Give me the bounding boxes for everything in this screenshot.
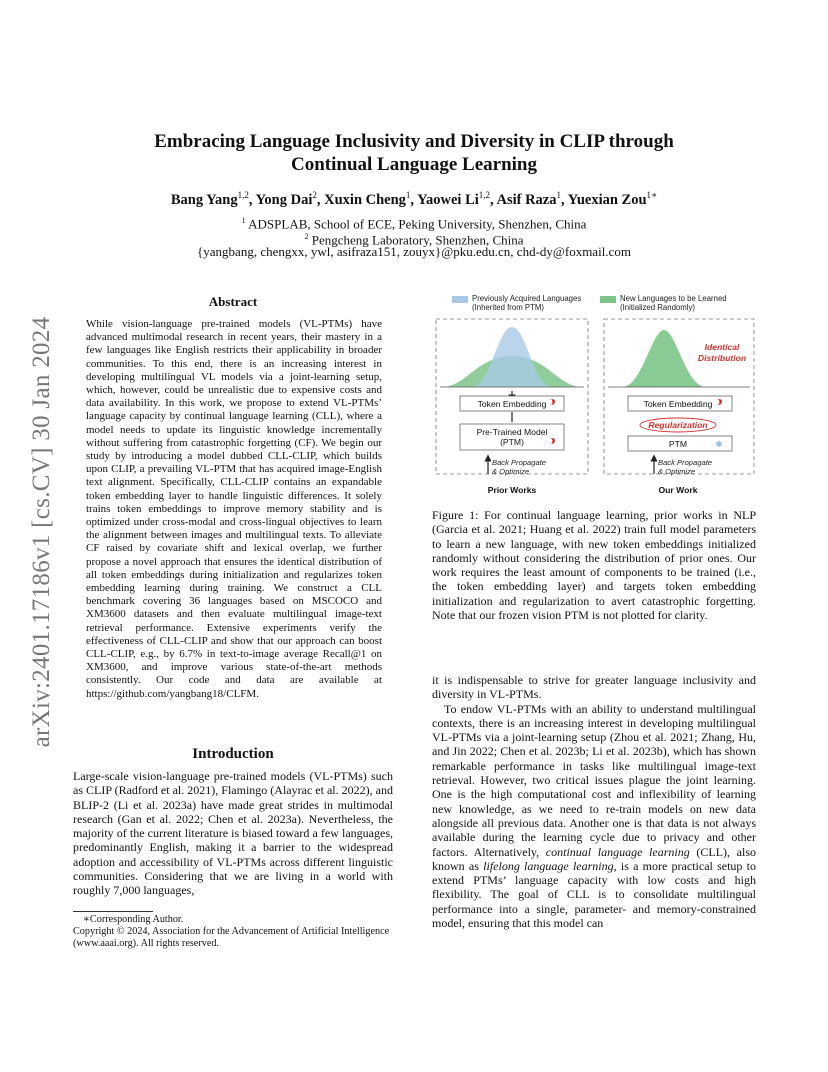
backprop-label-right-1: Back Propagate [658,458,713,467]
abstract-body [86,318,382,701]
figure-1-caption [432,508,756,622]
author-emails: {yangbang, chengxx, ywl, asifraza151, zouyx}@pku.edu.cn, chd-dy@foxmail.com [197,244,631,259]
identical-distribution-curve [622,330,706,387]
prior-works-label: Prior Works [487,485,537,495]
title-line-2: Continual Language Learning [291,154,537,175]
introduction-heading: Introduction [192,746,274,762]
prior-language-distribution-curve [472,327,552,387]
legend-right-line1: New Languages to be Learned [620,294,727,303]
ptm-label-line2: (PTM) [500,437,524,447]
abstract-heading: Abstract [208,294,258,309]
our-work-label: Our Work [658,485,698,495]
backprop-label-left-2: & Optimize [492,467,530,476]
author: Xuxin Cheng$^1$, [324,190,418,208]
legend-swatch-green [600,296,616,303]
ptm-label-right: PTM [668,439,688,449]
introduction-body [73,769,393,898]
author: Yuexian Zou$^{1∗}$ [567,190,658,208]
author-list [80,190,748,209]
author: Yaowei Li$^{1,2}$, [417,190,497,208]
introduction-text: Large-scale vision-language pre-trained models (VL-PTMs) such as CLIP (Radford et al. 2021), Flamingo (Alayrac et al. 2022), and BLIP-2 (Li et al. 2023a) have made great strides in multimodal research (Gan et al. 2022; Chen et al. 2023a). Nevertheless, the majority of the current literature is biased toward a few languages, predominantly English, making it a barrier to the widespread adoption and accessibility of VL-PTMs across different linguistic communities. Considering that we are living in a world with roughly 7,000 languages, [73,769,393,898]
author: Bang Yang$^{1,2}$, [170,190,256,208]
arxiv-identifier: arXiv:2401.17186v1 [cs.CV] 30 Jan 2024 [28,316,55,748]
affiliation-1: $^1$ ADSPLAB, School of ECE, Peking University, Shenzhen, China [241,216,587,232]
copyright-notice: Copyright © 2024, Association for the Advancement of Artificial Intelligence (www.aaai.org). All rights reserved. [73,926,390,949]
right-column-body [432,673,756,930]
legend-swatch-blue [452,296,468,303]
snowflake-icon: ❄ [715,439,723,449]
token-embedding-label-right: Token Embedding [643,399,713,409]
author: Yong Dai$^2$, [255,190,325,208]
title-line-1: Embracing Language Inclusivity and Diversity in CLIP through [154,131,674,152]
token-embedding-label-left: Token Embedding [477,399,547,409]
corresponding-author-footnote: ∗Corresponding Author. [83,914,184,925]
affiliation-2: $^2$ Pengcheng Laboratory, Shenzhen, China [304,232,524,248]
author: Asif Raza$^1$, [496,190,568,208]
footnote-rule [73,911,153,912]
legend-left-line1: Previously Acquired Languages [472,294,582,303]
paper-title [100,130,728,176]
legend-left-line2: (Inherited from PTM) [472,303,544,312]
caption-text: Figure 1: For continual language learning, prior works in NLP (Garcia et al. 2021; Huang et al. 2022) train full model parameters to learn a new language, with new token embeddings initialized randomly without considering the distribution of prior ones. Our work requires the least amount of components to be trained (i.e., the token embedding layer) and targets token embedding initialization and regularization to avert catastrophic forgetting. Note that our frozen vision PTM is not plotted for clarity. [432,508,756,623]
ptm-label-line1: Pre-Trained Model [476,427,548,437]
backprop-label-right-2: & Optimize [658,467,696,476]
figure-1-diagram [432,288,762,500]
abstract-text: While vision-language pre-trained models (VL-PTMs) have advanced multimodal research in recent years, their mastery in a few languages like English restricts their applicability in broader communities. To this end, there is an increasing interest in developing multilingual VL models via a joint-learning setup, which, however, could be unrealistic due to expensive costs and data availability. In this work, we propose to extend VL-PTMs’ language capacity by continual language learning (CLL), where a model needs to update its linguistic knowledge incrementally without suffering from catastrophic forgetting (CF). We begin our study by introducing a model dubbed CLL-CLIP, which builds upon CLIP, a prevailing VL-PTM that has acquired image-English text alignment. Specifically, CLL-CLIP contains an expandable token embedding layer to handle linguistic differences. It solely trains token embeddings to improve memory stability and is optimized under cross-modal and cross-lingual objectives to learn the alignment between images and multilingual texts. To alleviate CF raised by covariate shift and lexical overlap, we further propose a novel approach that ensures the identical distribution of all token embeddings during initialization and regularizes token embedding learning during training. We construct a CLL benchmark covering 36 languages based on MSCOCO and XM3600 datasets and then evaluate multilingual image-text retrieval performance. Extensive experiments verify the effectiveness of CLL-CLIP and show that our approach can boost CLL-CLIP, e.g., by 6.7% in text-to-image average Recall@1 on XM3600, and improve various state-of-the-art methods consistently. Our code and data are available at https://github.com/yangbang18/CLFM. [86,318,382,700]
paragraph: To endow VL-PTMs with an ability to understand multilingual contexts, there is an increasing interest in developing multilingual VL-PTMs via a joint-learning setup (Zhou et al. 2021; Zhang, Hu, and Jin 2022; Chen et al. 2023b; Li et al. 2023b), which has shown remarkable performance in tasks like multilingual image-text retrieval. However, two critical issues plague the joint learning. One is the high computational cost and inflexibility of learning new knowledge, as we need to re-train models on new data alongside all previous data. Another one is that data is not always available during the learning cycle due to privacy and other factors. Alternatively, continual language learning (CLL), also known as lifelong language learning, is a more practical setup to extend PTMs’ language capacity with low costs and high flexibility. The goal of CLL is to consolidate multilingual performance into a single, parameter- and memory-constrained model, ensuring that this model can [432,701,757,931]
backprop-label-left-1: Back Propagate [492,458,547,467]
paragraph: it is indispensable to strive for greater language inclusivity and diversity in VL-PTMs. [432,673,756,702]
identical-label-1: Identical [704,342,740,352]
legend-right-line2: (Initialized Randomly) [620,303,695,312]
regularization-label: Regularization [648,420,708,430]
identical-label-2: Distribution [697,353,747,363]
